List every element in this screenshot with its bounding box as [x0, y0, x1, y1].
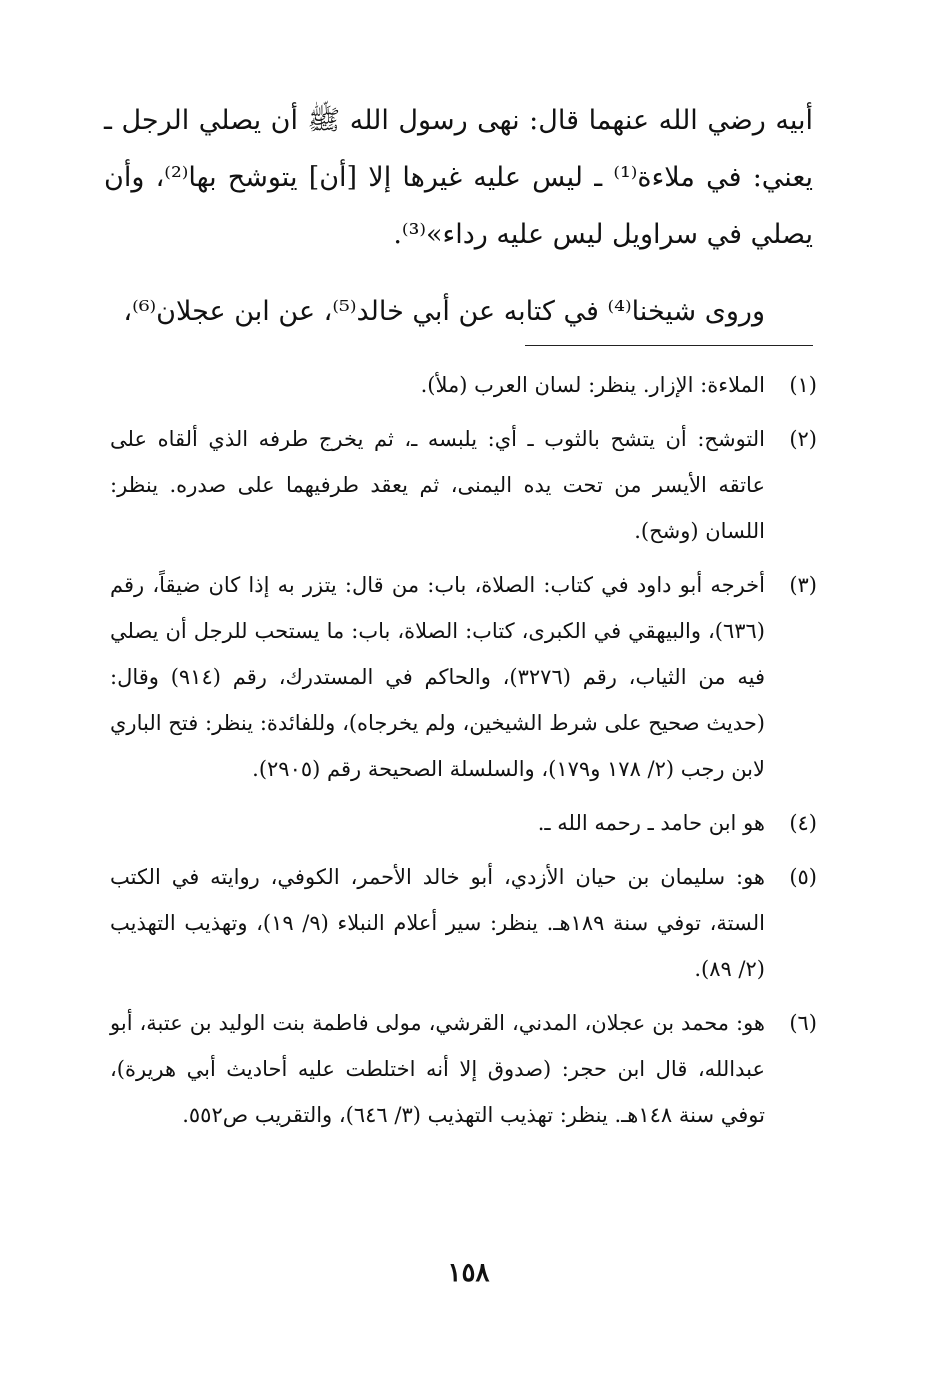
- footnotes: [110, 362, 817, 1146]
- footnote-number: (٣): [789, 573, 817, 597]
- footnote-text: هو ابن حامد ـ رحمه الله ـ.: [537, 811, 765, 835]
- footnote-text: هو: سليمان بن حيان الأزدي، أبو خالد الأحمر، الكوفي، روايته في الكتب الستة، توفي سنة ١٨٩هـ. ينظر: سير أعلام النبلاء (٩/ ١٩)، وتهذيب التهذيب (٢/ ٨٩).: [110, 865, 765, 981]
- footnote-4: [110, 800, 817, 846]
- footnote-1: [110, 362, 817, 408]
- footnote-text: هو: محمد بن عجلان، المدني، القرشي، مولى فاطمة بنت الوليد بن عتبة، أبو عبدالله، قال ابن حجر: (صدوق إلا أنه اختلطت عليه أحاديث أبي هريرة)، توفي سنة ١٤٨هـ. ينظر: تهذيب التهذيب (٣/ ٦٤٦)، والتقريب ص٥٥٢.: [110, 1011, 765, 1127]
- footnote-text: الملاءة: الإزار. ينظر: لسان العرب (ملأ).: [420, 373, 765, 397]
- main-text: [104, 92, 813, 340]
- main-paragraph-1: أبيه رضي الله عنهما قال: نهى رسول الله ﷺ أن يصلي الرجل ـ يعني: في ملاءة⁽¹⁾ ـ ليس عليه غيرها إلا [أن] يتوشح بها⁽²⁾، وأن يصلي في سراويل ليس عليه رداء»⁽³⁾.: [104, 105, 813, 250]
- footnote-6: [110, 1000, 817, 1138]
- main-paragraph-2: وروى شيخنا⁽⁴⁾ في كتابه عن أبي خالد⁽⁵⁾، عن ابن عجلان⁽⁶⁾،: [123, 296, 765, 327]
- footnote-number: (١): [789, 373, 817, 397]
- page-number: ١٥٨: [447, 1258, 490, 1288]
- footnote-number: (٢): [789, 427, 817, 451]
- footnote-separator: [525, 345, 813, 346]
- footnote-5: [110, 854, 817, 992]
- footnote-number: (٥): [789, 865, 817, 889]
- footnote-2: [110, 416, 817, 554]
- footnote-text: أخرجه أبو داود في كتاب: الصلاة، باب: من قال: يتزر به إذا كان ضيقاً، رقم (٦٣٦)، والبيهقي في الكبرى، كتاب: الصلاة، باب: ما يستحب للرجل أن يصلي فيه من الثياب، رقم (٣٢٧٦)، والحاكم في المستدرك، رقم (٩١٤) وقال: (حديث صحيح على شرط الشيخين، ولم يخرجاه)، وللفائدة: ينظر: فتح الباري لابن رجب (٢/ ١٧٨ و١٧٩)، والسلسلة الصحيحة رقم (٢٩٠٥).: [110, 573, 765, 781]
- footnote-3: [110, 562, 817, 792]
- footnote-text: التوشح: أن يتشح بالثوب ـ أي: يلبسه ـ، ثم يخرج طرفه الذي ألقاه على عاتقه الأيسر من تحت يده اليمنى، ثم يعقد طرفيهما على صدره. ينظر: اللسان (وشح).: [110, 427, 765, 543]
- footnote-number: (٤): [789, 811, 817, 835]
- footnote-number: (٦): [789, 1011, 817, 1035]
